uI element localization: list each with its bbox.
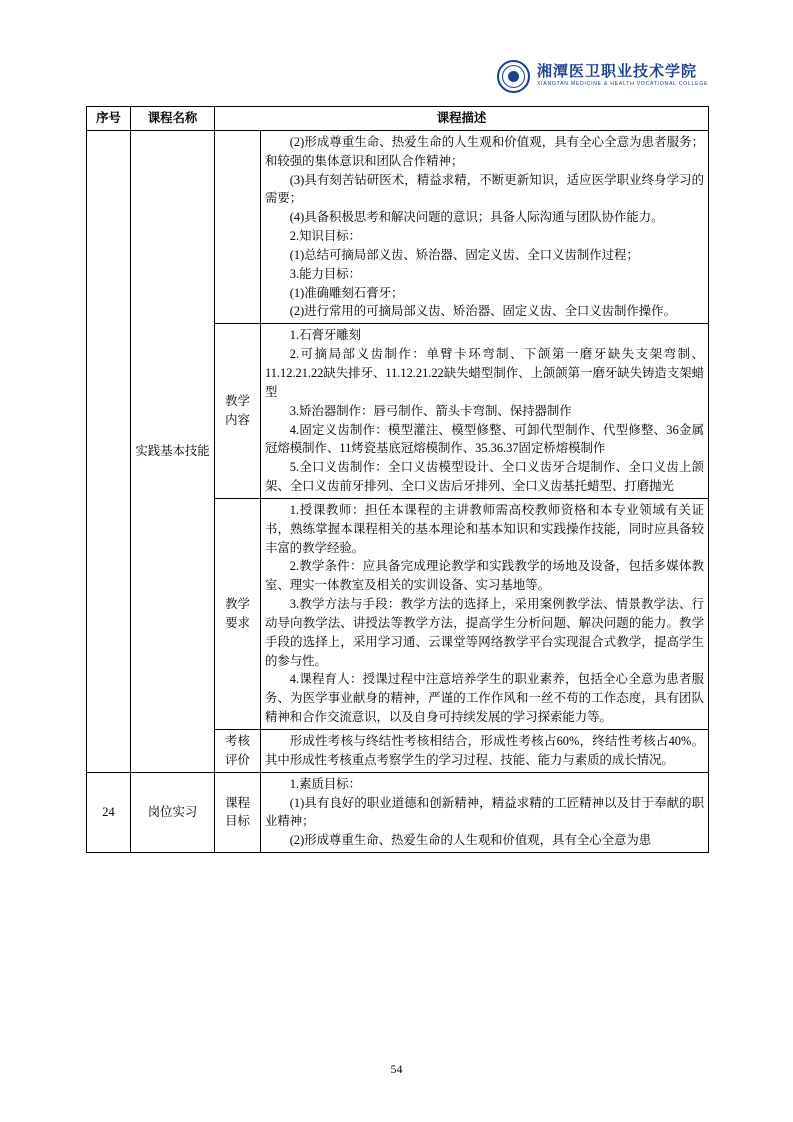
cell-no <box>87 130 131 772</box>
desc-line: 4.课程育人：授课过程中注意培养学生的职业素养，包括全心全意为患者服务、为医学事业献身的精神，严谨的工作作风和一丝不苟的工作态度，具有团队精神和合作交流意识，以及自身可持续发展的学习探索能力等。 <box>265 672 704 725</box>
table-header-row <box>87 107 709 131</box>
cell-description <box>261 130 709 323</box>
desc-line: 形成性考核与终结性考核相结合，形成性考核占60%，终结性考核占40%。其中形成性考核重点考察学生的学习过程、技能、能力与素质的成长情况。 <box>265 734 704 767</box>
college-logo-text <box>537 64 708 88</box>
page-number: 54 <box>390 1062 403 1076</box>
desc-line: (1)准确雕刻石膏牙； <box>289 285 404 300</box>
desc-line: 3.教学方法与手段：教学方法的选择上，采用案例教学法、情景教学法、行动导向教学法、讲授法等教学方法，提高学生分析问题、解决问题的能力。教学手段的选择上，采用学习通、云课堂等网络教学平台实现混合式教学，提高学生的参与性。 <box>265 597 704 668</box>
desc-line: 4.固定义齿制作：模型灌注、模型修整、可卸代型制作、代型修整、36金属冠熔模制作、11烤瓷基底冠熔模制作、35.36.37固定桥熔模制作 <box>265 422 704 456</box>
cell-description <box>261 498 709 729</box>
cell-subheading: 教学 要求 <box>215 498 261 729</box>
cell-description <box>261 324 709 499</box>
cell-subheading <box>215 130 261 323</box>
desc-line: 2.可摘局部义齿制作：单臂卡环弯制、下颌第一磨牙缺失支架弯制、11.12.21.22缺失排牙、11.12.21.22缺失蜡型制作、上颌颌第一磨牙缺失铸造支架蜡型 <box>265 347 704 399</box>
cell-no: 24 <box>87 772 131 852</box>
desc-line: (3)具有刻苦钻研医术，精益求精，不断更新知识，适应医学职业终身学习的需要； <box>265 172 704 206</box>
college-name-cn: 湘潭医卫职业技术学院 <box>537 63 698 80</box>
header-cell-name: 课程名称 <box>131 107 215 131</box>
desc-line: 5.全口义齿制作：全口义齿模型设计、全口义齿牙合堤制作、全口义齿上颌架、全口义齿前牙排列、全口义齿后牙排列、全口义齿基托蜡型、打磨抛光 <box>265 460 704 494</box>
desc-line: 1.授课教师：担任本课程的主讲教师需高校教师资格和本专业领域有关证书，熟练掌握本课程相关的基本理论和基本知识和实践操作技能，同时应具备较丰富的教学经验。 <box>265 502 704 555</box>
header-cell-desc: 课程描述 <box>215 107 709 131</box>
desc-line: 3.能力目标： <box>289 266 362 281</box>
desc-line: (2)形成尊重生命、热爱生命的人生观和价值观，具有全心全意为患 <box>289 833 652 848</box>
desc-line: 1.素质目标： <box>289 776 362 791</box>
cell-subheading: 考核 评价 <box>215 730 261 773</box>
desc-line: (1)具有良好的职业道德和创新精神，精益求精的工匠精神以及甘于奉献的职业精神； <box>265 795 704 829</box>
desc-line: 2.教学条件：应具备完成理论教学和实践教学的场地及设备，包括多媒体教室、理实一体教室及相关的实训设备、实习基地等。 <box>265 559 704 593</box>
cell-course-name: 岗位实习 <box>131 772 215 852</box>
cell-description <box>261 730 709 773</box>
cell-subheading: 课程 目标 <box>215 772 261 852</box>
desc-line: (2)进行常用的可摘局部义齿、矫治器、固定义齿、全口义齿制作操作。 <box>289 304 676 319</box>
cell-course-name: 实践基本技能 <box>131 130 215 772</box>
table-row <box>87 130 709 323</box>
cell-description <box>261 772 709 852</box>
college-name-en: XIANGTAN MEDICINE & HEALTH VOCATIONAL COLLEGE <box>537 81 709 88</box>
desc-line: 1.石膏牙雕刻 <box>289 328 362 343</box>
header-cell-no: 序号 <box>87 107 131 131</box>
college-seal-icon <box>497 60 530 93</box>
course-description-table <box>86 106 709 853</box>
cell-subheading: 教学 内容 <box>215 324 261 499</box>
college-logo <box>497 58 707 94</box>
desc-line: (4)具备积极思考和解决问题的意识；具备人际沟通与团队协作能力。 <box>289 210 664 225</box>
desc-line: 3.矫治器制作：唇弓制作、箭头卡弯制、保持器制作 <box>289 403 572 418</box>
desc-line: 2.知识目标： <box>289 229 362 244</box>
desc-line: (2)形成尊重生命、热爱生命的人生观和价值观，具有全心全意为患者服务；和较强的集体意识和团队合作精神； <box>265 134 704 168</box>
table-row <box>87 772 709 852</box>
desc-line: (1)总结可摘局部义齿、矫治器、固定义齿、全口义齿制作过程； <box>289 247 639 262</box>
